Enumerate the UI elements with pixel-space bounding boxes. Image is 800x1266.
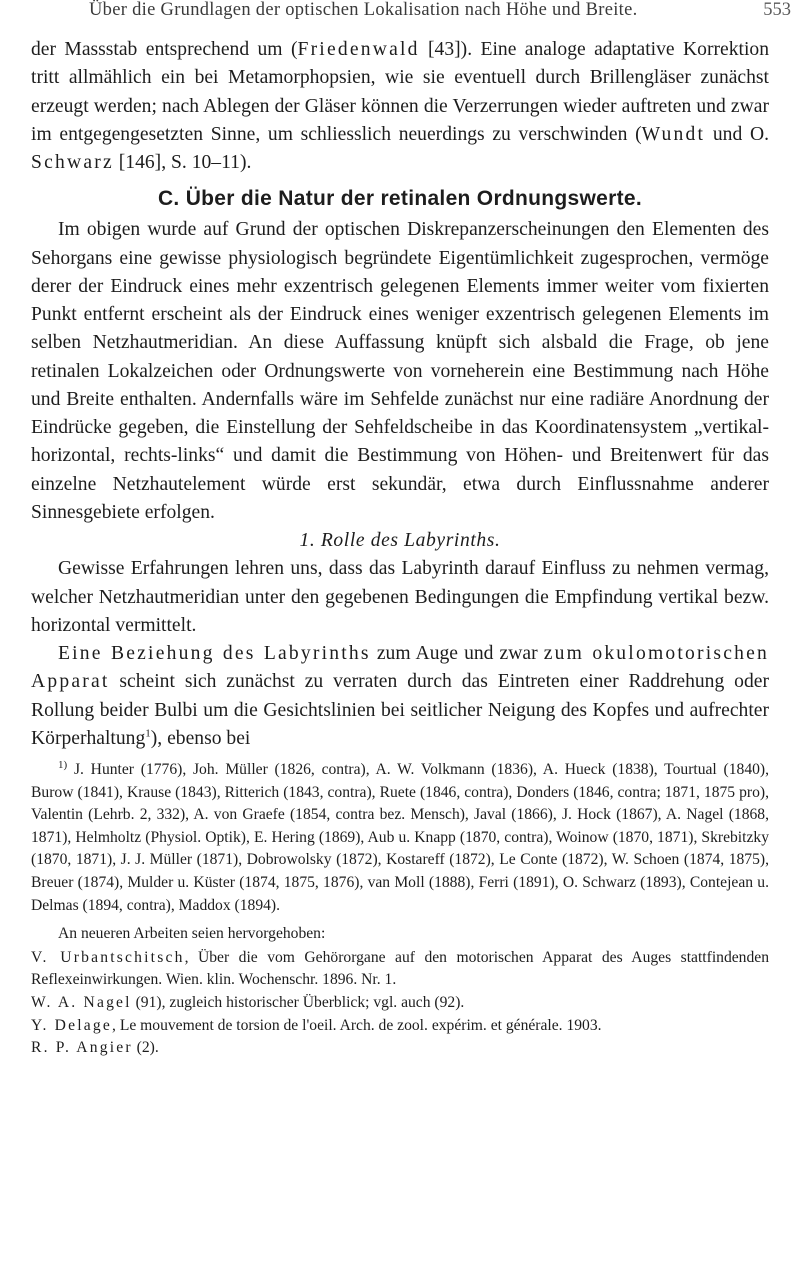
reference-author: V. Urbantschitsch [31,948,185,966]
author-name-wundt: Wundt [641,123,706,145]
author-name-schwarz: Schwarz [31,152,114,173]
page-number: 553 [763,0,791,20]
labyrinth-paragraph-1: Gewisse Erfahrungen lehren uns, dass das Labyrinth darauf Einfluss zu nehmen vermag, welcher Netzhautmeridian unter den gegebenen Bedingungen die Empfindung vertikal bezw. horizontal vermittelt. [31,558,769,636]
reference-details: (91), zugleich historischer Überblick; vgl. auch (92). [131,993,465,1011]
newer-works-heading: An neueren Arbeiten seien hervorgehoben: [58,925,326,943]
subsection-heading: 1. Rolle des Labyrinths. [299,530,501,551]
labyrinth-text-1: zum Auge und zwar [370,643,544,664]
emphasis-labyrinth-relation: Eine Beziehung des Labyrinths [58,643,371,664]
reference-item [31,1015,769,1038]
footnote-reference[interactable]: 1 [145,727,151,740]
labyrinth-text-3: ), ebenso bei [150,727,251,749]
footnotes [31,759,769,1060]
intro-paragraph [31,36,769,177]
intro-text-2: [43]). Eine analoge adaptative Korrektion tritt allmählich ein bei Metamorphopsien, wie sie eventuell durch Brillengläser zunächst erzeugt werden; nach Ablegen der Gläser können die Verzerrungen wieder auftreten und zwar im entgegengesetzten Sinne, um schliesslich neuerdings zu verschwinden ( [31,39,769,145]
running-head-title: Über die Grundlagen der optischen Lokalisation nach Höhe und Breite. [89,0,638,20]
running-head [0,0,800,24]
section-paragraph: Im obigen wurde auf Grund der optischen Diskrepanzerscheinungen den Elementen des Sehorgans eine gewisse physiologisch begründete Eigentümlichkeit zugesprochen, vermöge derer der Eindruck eines mehr exzentrisch gelegenen Elements immer weiter vom fixierten Punkt entfernt erscheint als der Eindruck eines weniger exzentrisch gelegenen Elements im selben Netzhautmeridian. An diese Auffassung knüpft sich alsbald die Frage, ob jene retinalen Lokalzeichen oder Ordnungswerte von vorneherein eine Bestimmung nach Höhe und Breite enthalten. Andernfalls wäre im Sehfelde zunächst nur eine radiäre Anordnung der Eindrücke gegeben, die Einstellung der Sehfeldscheibe in das Koordinatensystem „vertikal-horizontal, rechts-links“ und damit die Bestimmung von Höhen- und Breitenwert für das einzelne Netzhautelement würde erst sekundär, etwa durch Einflussnahme anderer Sinnesgebiete erfolgen. [31,219,769,523]
intro-text-1: der Massstab entsprechend um ( [31,39,298,60]
footnote-1-text: J. Hunter (1776), Joh. Müller (1826, contra), A. W. Volkmann (1836), A. Hueck (1838), Tourtual (1840), Burow (1841), Krause (1843), Ritterich (1843, contra), Ruete (1846, contra), Donders (1846, contra; 1871, 1875 pro), Valentin (Lehrb. 2, 332), A. von Graefe (1854, contra bez. Mensch), Javal (1866), J. Hock (1867), A. Nagel (1868, 1871), Helmholtz (Physiol. Optik), E. Hering (1869), Aub u. Knapp (1870, contra), Woinow (1870, 1871), Skrebitzky (1870, 1871), J. J. Müller (1871), Dobrowolsky (1872), Kostareff (1872), Le Conte (1872), W. Schoen (1874, 1875), Breuer (1874), Mulder u. Küster (1874, 1875, 1876), van Moll (1888), Ferri (1891), O. Schwarz (1893), Contejean u. Delmas (1894, contra), Maddox (1894). [31,761,770,914]
reference-details: (2). [132,1039,159,1057]
reference-author: R. P. Angier [31,1039,133,1057]
body-text [31,36,769,1060]
labyrinth-text-2: scheint sich zunächst zu verraten durch das Eintreten einer Raddrehung oder Rollung beider Bulbi um die Gesichtslinien bei seitlicher Neigung des Kopfes und aufrechter Körperhaltung [31,671,769,749]
intro-text-4: [146], S. 10–11). [113,152,252,173]
footnote-1 [31,759,769,917]
reference-details: , Le mouvement de torsion de l'oeil. Arch. de zool. expérim. et générale. 1903. [112,1016,602,1034]
reference-author: W. A. Nagel [31,993,132,1011]
intro-text-3: und O. [705,123,769,145]
reference-details: , Über die vom Gehörorgane auf den motorischen Apparat des Auges stattfindenden Reflexeinwirkungen. Wien. klin. Wochenschr. 1896. Nr. 1. [31,948,769,989]
author-name-friedenwald: Friedenwald [297,39,420,60]
reference-author: Y. Delage [31,1016,113,1034]
section-heading: C. Über die Natur der retinalen Ordnungswerte. [157,187,643,211]
footnote-mark: 1) [58,758,68,771]
emphasis-oculomotor: zum okulomotorischen Apparat [31,643,770,693]
reference-item [31,1037,769,1060]
reference-item [31,947,769,992]
labyrinth-paragraph-2 [31,640,769,753]
reference-item [31,992,769,1015]
